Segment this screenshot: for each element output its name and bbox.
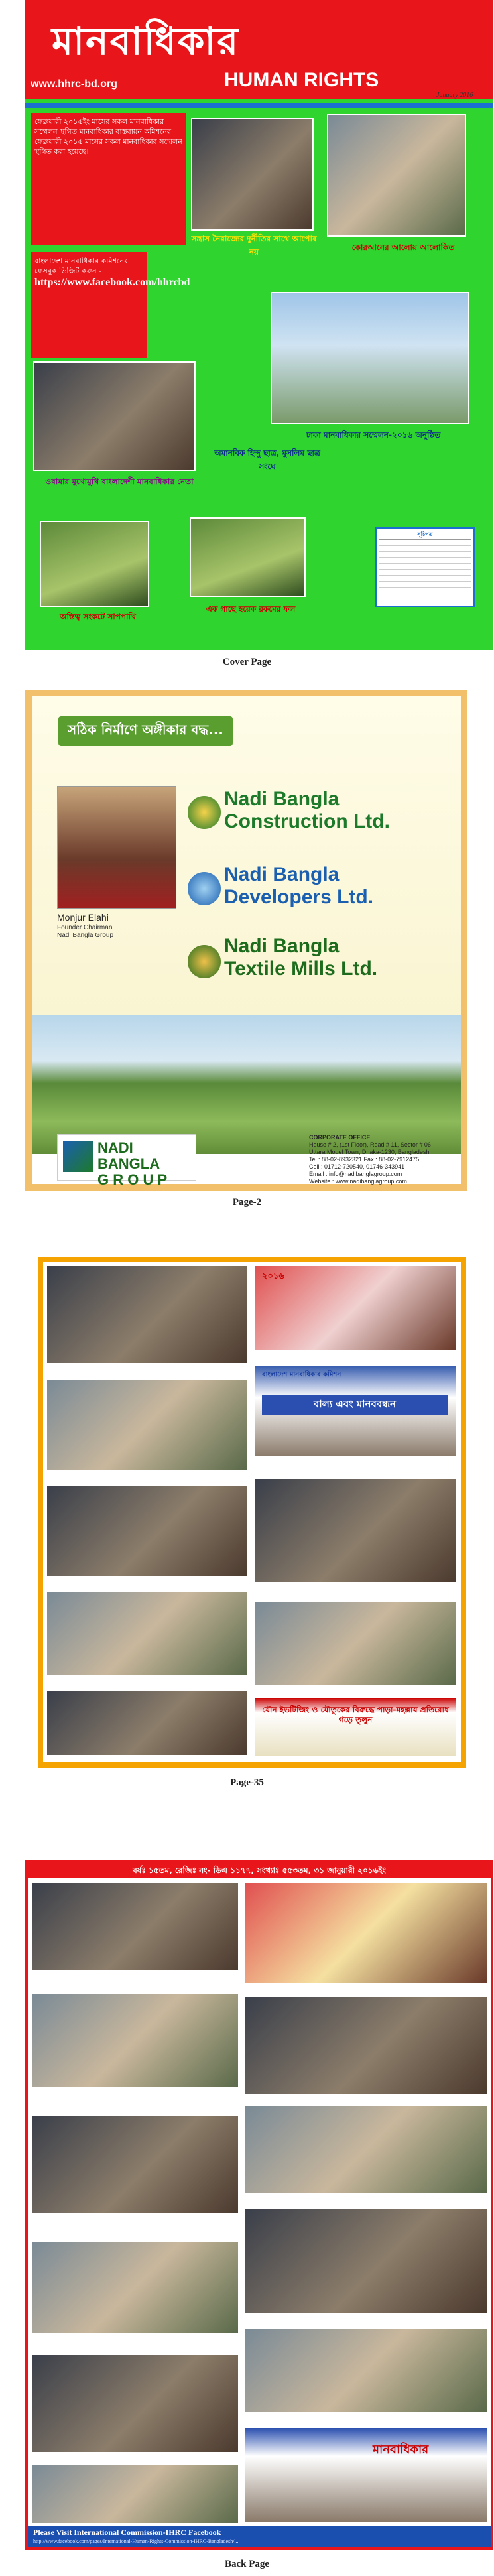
table-of-contents bbox=[375, 527, 475, 607]
p35-photo-9 bbox=[254, 1600, 457, 1687]
footer-facebook-text: Please Visit International Commission-IHRC Facebook bbox=[33, 2528, 221, 2537]
construction-logo-icon bbox=[188, 796, 221, 829]
masthead bbox=[25, 0, 493, 99]
founder-photo bbox=[57, 786, 176, 909]
page-35 bbox=[38, 1257, 466, 1768]
company-name: Nadi Bangla bbox=[224, 935, 340, 957]
developers-logo-icon bbox=[188, 872, 221, 905]
p35-photo-5 bbox=[46, 1690, 248, 1756]
p35-photo-4 bbox=[46, 1590, 248, 1677]
page-35-content bbox=[43, 1262, 461, 1762]
label-cover-page: Cover Page bbox=[222, 657, 272, 667]
office-line[interactable]: Website : www.nadibanglagroup.com bbox=[309, 1178, 407, 1185]
facebook-box-text: বাংলাদেশ মানবাধিকার কমিশনের ফেসবুক ভিজিট করুন - bbox=[34, 257, 129, 275]
back-page bbox=[25, 1860, 493, 2550]
facebook-url[interactable]: https://www.facebook.com/hhrcbd bbox=[34, 277, 190, 288]
back-photo-1 bbox=[31, 1882, 239, 1971]
footer-facebook-url[interactable]: http://www.facebook.com/pages/International-Human-Rights-Commission-IHRC-Bangladesh/... bbox=[33, 2538, 239, 2544]
company-name: Nadi Bangla bbox=[224, 864, 340, 885]
masthead-title-english: HUMAN RIGHTS bbox=[224, 69, 379, 91]
office-line: Cell : 01712-720540, 01746-343941 bbox=[309, 1163, 405, 1170]
company-type: Developers Ltd. bbox=[224, 886, 374, 908]
back-page-header: বর্ষঃ ১৫তম, রেজিঃ নং- ডিএ ১১৭৭, সংখ্যাঃ ৫৫৩তম, ৩১ জানুয়ারী ২০১৬ইং bbox=[28, 1863, 491, 1878]
office-line: House # 2, (1st Floor), Road # 11, Sector # 06 bbox=[309, 1141, 431, 1148]
cover-caption-1: সন্ত্রাস নৈরাজ্যের দুর্নীতির সাথে আপোষ নয় bbox=[191, 234, 317, 257]
p35-banner-commission: বাংলাদেশ মানবাধিকার কমিশন bbox=[262, 1371, 341, 1378]
back-photo-12 bbox=[244, 2427, 488, 2523]
cover-photo-bird bbox=[40, 521, 149, 607]
p35-photo-2 bbox=[46, 1378, 248, 1471]
office-line: Tel : 88-02-8932321 Fax : 88-02-7912475 bbox=[309, 1156, 420, 1163]
back-photo-11 bbox=[244, 2327, 488, 2414]
back-photo-9 bbox=[244, 2105, 488, 2195]
back-photo-4 bbox=[31, 2241, 239, 2334]
cover-caption-7: এক গাছে হরেক রকমের ফল bbox=[206, 604, 296, 613]
cover-photo-conference bbox=[271, 292, 469, 424]
p35-banner-human-chain: বাল্য এবং মানববন্ধন bbox=[262, 1395, 448, 1415]
group-logo-line1: NADI BANGLA bbox=[97, 1139, 160, 1172]
company-construction bbox=[224, 788, 390, 833]
company-type: Textile Mills Ltd. bbox=[224, 958, 378, 980]
cover-page bbox=[25, 0, 493, 650]
cover-photo-obama bbox=[33, 361, 196, 471]
corporate-office-info bbox=[309, 1134, 431, 1185]
office-line: Uttara Model Town, Dhaka-1230, Bangladesh bbox=[309, 1149, 430, 1155]
company-name: Nadi Bangla bbox=[224, 788, 340, 810]
toc-title: সূচিপত্র bbox=[417, 531, 433, 537]
cover-photo-tree bbox=[190, 517, 306, 597]
lead-notice-box: ফেব্রুয়ারী ২০১৫ইং মাসের সকল মানবাধিকার সম্মেলন স্থগিত মানবাধিকার বাস্তবায়ন কমিশনের ফেব্রুয়ারী ২০১৫ মাসের সকল মানবাধিকার সম্মেলন স্থগিত করা হয়েছে। bbox=[31, 113, 186, 245]
cover-photo-quran bbox=[327, 114, 466, 237]
label-page-35: Page-35 bbox=[230, 1777, 264, 1788]
label-page-2: Page-2 bbox=[232, 1197, 262, 1208]
group-logo bbox=[57, 1134, 196, 1188]
company-textile bbox=[224, 935, 377, 980]
cover-caption-2: কোরআনের আলোয় আলোকিত bbox=[351, 243, 455, 252]
back-photo-7 bbox=[244, 1882, 488, 1984]
back-banner: মানবাধিকার bbox=[373, 2443, 429, 2457]
ad-slogan: সঠিক নির্মাণে অঙ্গীকার বদ্ধ... bbox=[58, 716, 233, 746]
founder-name: Monjur Elahi bbox=[57, 912, 109, 923]
label-back-page: Back Page bbox=[224, 2559, 270, 2569]
group-logo-line2: G R O U P bbox=[97, 1171, 168, 1188]
issue-date: January 2016 bbox=[436, 92, 473, 99]
cover-photo-officials bbox=[191, 118, 314, 231]
p35-photo-1 bbox=[46, 1265, 248, 1364]
website-url[interactable]: www.hhrc-bd.org bbox=[31, 78, 117, 90]
page-2-advertisement bbox=[25, 690, 467, 1191]
p35-photo-8 bbox=[254, 1478, 457, 1584]
cover-caption-4: ওবামার মুখোমুখি বাংলাদেশী মানবাধিকার নেতা bbox=[45, 477, 194, 486]
founder-role-group: Nadi Bangla Group bbox=[57, 932, 114, 939]
p35-banner-year: ২০১৬ bbox=[262, 1271, 284, 1281]
textile-logo-icon bbox=[188, 945, 221, 978]
back-photo-2 bbox=[31, 1992, 239, 2089]
group-logo-text bbox=[97, 1140, 196, 1188]
founder-role bbox=[57, 924, 113, 940]
cover-caption-5: অমানবিক হিন্দু ছাত্র, মুসলিম ছাত্র সংঘে bbox=[214, 448, 320, 471]
back-photo-10 bbox=[244, 2208, 488, 2314]
masthead-title-bangla: মানবাধিকার bbox=[52, 19, 240, 64]
ad-panel bbox=[32, 696, 461, 1188]
group-logo-icon bbox=[63, 1141, 93, 1172]
back-page-footer bbox=[28, 2526, 491, 2547]
p35-banner-eveteasing: যৌন ইভটিজিং ও যৌতুকের বিরুদ্ধে পাড়া-মহল্লায় প্রতিরোধ গড়ে তুলুন bbox=[262, 1705, 449, 1724]
back-photo-5 bbox=[31, 2354, 239, 2453]
office-line[interactable]: Email : info@nadibanglagroup.com bbox=[309, 1171, 402, 1177]
back-photo-3 bbox=[31, 2115, 239, 2215]
facebook-box bbox=[31, 252, 190, 358]
cover-caption-6: অস্তিত্ব সংকটে সাপপাখি bbox=[60, 612, 136, 621]
p35-photo-3 bbox=[46, 1484, 248, 1577]
company-developers bbox=[224, 864, 373, 909]
company-type: Construction Ltd. bbox=[224, 810, 390, 832]
founder-role-title: Founder Chairman bbox=[57, 924, 113, 931]
office-title: CORPORATE OFFICE bbox=[309, 1134, 371, 1141]
back-photo-8 bbox=[244, 1996, 488, 2095]
masthead-divider bbox=[25, 103, 493, 108]
cover-caption-3: ঢাকা মানবাধিকার সম্মেলন-২০১৬ অনুষ্ঠিত bbox=[306, 430, 441, 440]
back-photo-6 bbox=[31, 2463, 239, 2524]
